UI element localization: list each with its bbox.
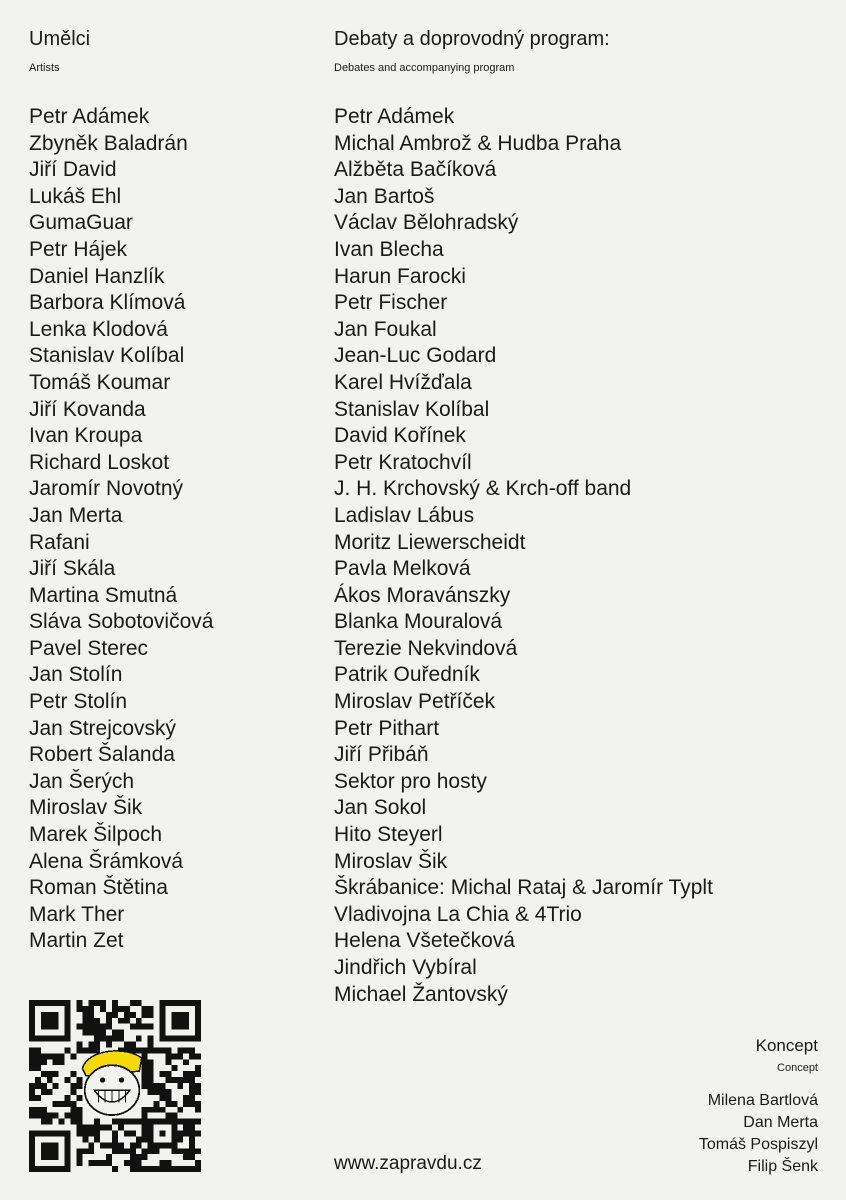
program-item: Miroslav Šik: [334, 849, 448, 873]
program-item: Ladislav Lábus: [334, 503, 475, 527]
artist-name: Martina Smutná: [29, 583, 178, 607]
artist-name: Ivan Kroupa: [29, 424, 143, 448]
program-item: Ákos Moravánszky: [334, 583, 511, 607]
program-item: Jan Foukal: [334, 317, 437, 341]
artist-name: Sláva Sobotovičová: [29, 610, 214, 634]
artist-name: Roman Štětina: [29, 876, 168, 900]
concept-list: [699, 1090, 818, 1178]
artist-name: Jiří Skála: [29, 557, 116, 581]
website-link[interactable]: www.zapravdu.cz: [334, 1153, 482, 1174]
program-item: Škrábanice: Michal Rataj & Jaromír Typlt: [334, 876, 713, 900]
artist-name: Petr Stolín: [29, 690, 128, 714]
program-item: Helena Všetečková: [334, 929, 515, 953]
program-item: Alžběta Bačíková: [334, 158, 497, 182]
program-item: Vladivojna La Chia & 4Trio: [334, 902, 582, 926]
program-subtitle: Debates and accompanying program: [334, 62, 515, 74]
program-item: Harun Farocki: [334, 264, 466, 288]
artists-header: [29, 26, 319, 75]
artist-name: Rafani: [29, 530, 90, 554]
concept-name: Tomáš Pospiszyl: [698, 1136, 818, 1153]
program-item: Jiří Přibáň: [334, 743, 429, 767]
artist-name: Lukáš Ehl: [29, 184, 122, 208]
program-item: Sektor pro hosty: [334, 769, 487, 793]
artist-name: Robert Šalanda: [29, 743, 175, 767]
concept-title: Koncept: [755, 1036, 818, 1055]
program-item: Blanka Mouralová: [334, 610, 503, 634]
program-item: Petr Adámek: [334, 105, 455, 128]
artist-name: Petr Adámek: [29, 105, 150, 128]
program-list: [334, 104, 713, 1008]
artist-name: GumaGuar: [29, 211, 133, 235]
program-item: Patrik Ouředník: [334, 663, 480, 687]
program-item: Petr Kratochvíl: [334, 450, 472, 474]
artist-name: Mark Ther: [29, 902, 125, 926]
program-item: Michael Žantovský: [334, 982, 508, 1006]
artist-name: Martin Zet: [29, 929, 124, 953]
artist-name: Jan Merta: [29, 503, 123, 527]
program-item: Miroslav Petříček: [334, 690, 496, 714]
concept-name: Filip Šenk: [747, 1158, 818, 1175]
artists-list: [29, 104, 213, 955]
qr-code-icon[interactable]: [29, 1000, 201, 1172]
artist-name: Barbora Klímová: [29, 291, 186, 315]
concept-subtitle: Concept: [777, 1062, 818, 1074]
program-item: J. H. Krchovský & Krch-off band: [334, 477, 632, 501]
program-item: Jean-Luc Godard: [334, 344, 497, 368]
program-header: [334, 26, 834, 75]
artist-name: Petr Hájek: [29, 237, 128, 261]
concept-name: Dan Merta: [743, 1114, 818, 1131]
program-item: Michal Ambrož & Hudba Praha: [334, 131, 622, 155]
program-item: Ivan Blecha: [334, 237, 444, 261]
program-item: Stanislav Kolíbal: [334, 397, 490, 421]
program-title: Debaty a doprovodný program:: [334, 28, 610, 50]
cartoon-face-icon: [82, 1051, 141, 1115]
artist-name: Stanislav Kolíbal: [29, 344, 185, 368]
artist-name: Zbyněk Baladrán: [29, 131, 188, 155]
artist-name: Pavel Sterec: [29, 636, 149, 660]
artist-name: Jiří Kovanda: [29, 397, 146, 421]
artist-name: Alena Šrámková: [29, 849, 184, 873]
program-item: Terezie Nekvindová: [334, 636, 518, 660]
artist-name: Jiří David: [29, 158, 117, 182]
program-item: Jindřich Vybíral: [334, 956, 477, 979]
artist-name: Jan Strejcovský: [29, 716, 177, 740]
program-item: Pavla Melková: [334, 557, 471, 581]
artists-title: Umělci: [29, 28, 91, 50]
program-item: Jan Bartoš: [334, 184, 435, 208]
program-item: Moritz Liewerscheidt: [334, 530, 526, 554]
program-item: Jan Sokol: [334, 796, 427, 820]
program-item: Petr Pithart: [334, 716, 440, 740]
program-item: David Kořínek: [334, 424, 466, 448]
artist-name: Richard Loskot: [29, 450, 170, 474]
artist-name: Jan Šerých: [29, 769, 135, 793]
artist-name: Miroslav Šik: [29, 796, 143, 820]
program-item: Karel Hvížďala: [334, 370, 472, 394]
artist-name: Jaromír Novotný: [29, 477, 184, 501]
concept-name: Milena Bartlová: [707, 1092, 818, 1109]
artist-name: Jan Stolín: [29, 663, 123, 687]
artist-name: Marek Šilpoch: [29, 823, 163, 847]
artist-name: Lenka Klodová: [29, 317, 168, 341]
program-item: Petr Fischer: [334, 291, 448, 315]
program-item: Hito Steyerl: [334, 823, 443, 847]
concept-block: [699, 1035, 818, 1178]
artists-subtitle: Artists: [29, 62, 60, 74]
program-item: Václav Bělohradský: [334, 211, 519, 235]
artist-name: Tomáš Koumar: [29, 370, 171, 394]
artist-name: Daniel Hanzlík: [29, 264, 165, 288]
